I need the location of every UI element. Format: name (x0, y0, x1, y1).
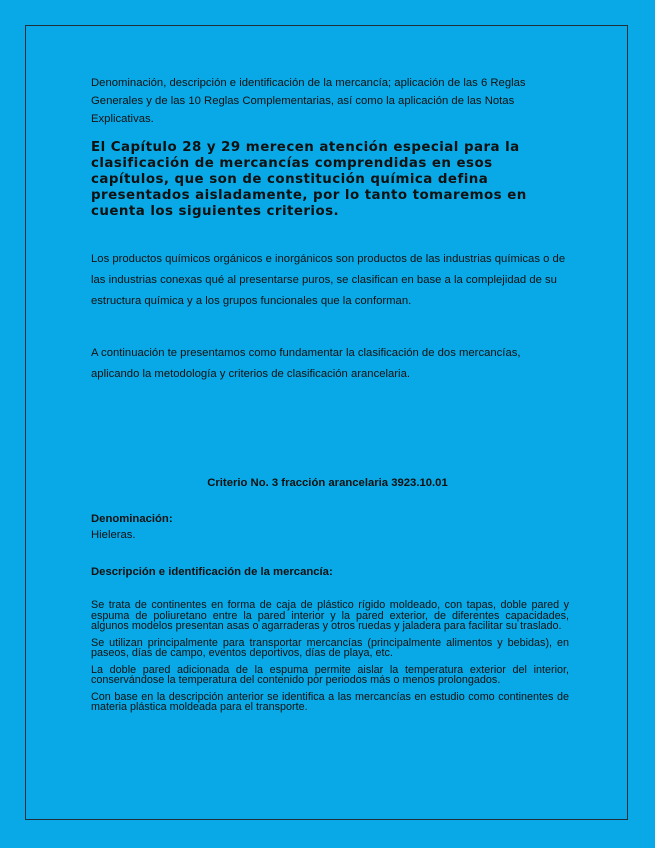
body-paragraph-chemicals: Los productos químicos orgánicos e inorgánicos son productos de las industrias químicas o de las industrias conexas qué al presentarse puros, se clasifican en base a la complejidad de su estructura química y a los grupos funcionales que la conforman. (91, 253, 566, 307)
intro-paragraph: Denominación, descripción e identificación de la mercancía; aplicación de las 6 Reglas Generales y de las 10 Reglas Complementarias, así como la aplicación de las Notas Explicativas. (91, 77, 526, 125)
denominacion-heading: Denominación: (91, 513, 173, 525)
highlight-paragraph: El Capítulo 28 y 29 merecen atención especial para la clasificación de mercancías comprendidas en esos capítulos, que son de constitución química defina presentados aisladamente, por lo tanto tomaremos en cuenta los siguientes criterios. (91, 140, 527, 219)
descripcion-paragraph: La doble pared adicionada de la espuma permite aislar la temperatura exterior del interior, conservándose la temperatura del contenido por periodos más o menos prolongados. (91, 663, 569, 686)
descripcion-body (91, 600, 569, 719)
denominacion-value: Hieleras. (91, 529, 136, 541)
descripcion-heading: Descripción e identificación de la mercancía: (91, 566, 333, 578)
descripcion-paragraph: Se utilizan principalmente para transportar mercancías (principalmente alimentos y bebidas), en paseos, días de campo, eventos deportivos, días de playa, etc. (91, 636, 569, 659)
body-paragraph-methodology: A continuación te presentamos como fundamentar la clasificación de dos mercancías, aplicando la metodología y criterios de clasificación arancelaria. (91, 347, 521, 380)
descripcion-paragraph: Se trata de continentes en forma de caja de plástico rígido moldeado, con tapas, doble pared y espuma de poliuretano entre la pared interior y la pared exterior, de diferentes capacidades, algunos modelos presentan asas o agarraderas y otros ruedas y jaladera para facilitar su traslado. (91, 599, 569, 632)
descripcion-paragraph: Con base en la descripción anterior se identifica a las mercancías en estudio como continentes de materia plástica moldeada para el transporte. (91, 690, 569, 713)
criterio-title: Criterio No. 3 fracción arancelaria 3923.10.01 (207, 477, 448, 489)
